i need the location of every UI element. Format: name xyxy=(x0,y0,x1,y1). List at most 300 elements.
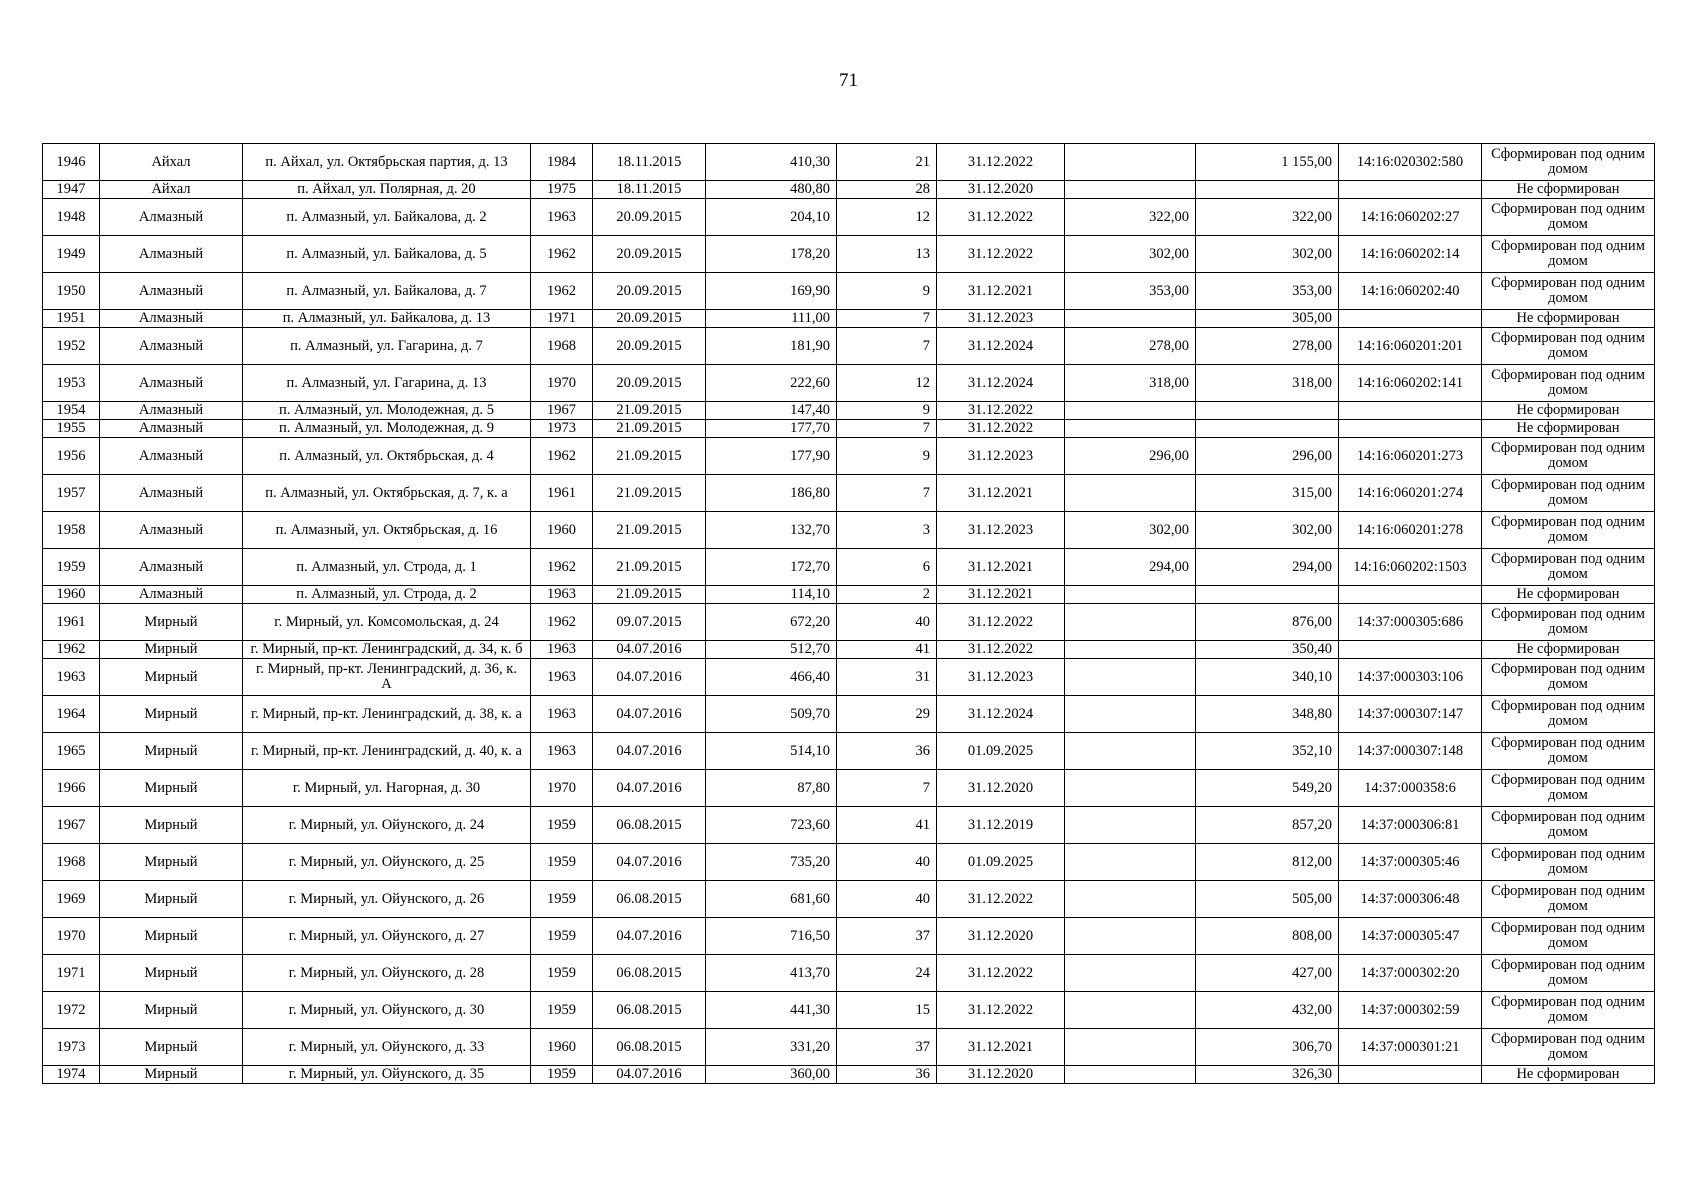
cell-residents: 40 xyxy=(837,881,937,918)
cell-value-2: 278,00 xyxy=(1196,328,1339,365)
cell-value-1 xyxy=(1065,696,1196,733)
cell-value-1 xyxy=(1065,1066,1196,1084)
cell-settlement: Алмазный xyxy=(100,512,243,549)
cell-status: Сформирован под одним домом xyxy=(1482,365,1655,402)
cell-settlement: Алмазный xyxy=(100,199,243,236)
cell-area: 177,70 xyxy=(706,420,837,438)
cell-number: 1952 xyxy=(43,328,100,365)
cell-deadline: 31.12.2020 xyxy=(937,1066,1065,1084)
cell-value-2: 306,70 xyxy=(1196,1029,1339,1066)
cell-deadline: 31.12.2023 xyxy=(937,512,1065,549)
cell-status: Не сформирован xyxy=(1482,310,1655,328)
cell-value-2: 857,20 xyxy=(1196,807,1339,844)
table-row xyxy=(43,807,1655,844)
cell-cadastral-number: 14:16:060202:14 xyxy=(1339,236,1482,273)
cell-deadline: 31.12.2022 xyxy=(937,955,1065,992)
cell-cadastral-number xyxy=(1339,586,1482,604)
cell-settlement: Мирный xyxy=(100,770,243,807)
cell-number: 1968 xyxy=(43,844,100,881)
cell-value-1: 294,00 xyxy=(1065,549,1196,586)
cell-date: 21.09.2015 xyxy=(593,512,706,549)
cell-area: 204,10 xyxy=(706,199,837,236)
cell-cadastral-number xyxy=(1339,420,1482,438)
cell-status: Сформирован под одним домом xyxy=(1482,696,1655,733)
cell-address: п. Алмазный, ул. Байкалова, д. 5 xyxy=(243,236,531,273)
cell-date: 04.07.2016 xyxy=(593,770,706,807)
cell-cadastral-number: 14:16:060202:40 xyxy=(1339,273,1482,310)
cell-number: 1962 xyxy=(43,641,100,659)
cell-area: 480,80 xyxy=(706,181,837,199)
cell-address: п. Алмазный, ул. Молодежная, д. 9 xyxy=(243,420,531,438)
cell-deadline: 31.12.2023 xyxy=(937,438,1065,475)
cell-value-2: 322,00 xyxy=(1196,199,1339,236)
cell-number: 1969 xyxy=(43,881,100,918)
cell-settlement: Алмазный xyxy=(100,365,243,402)
cell-value-2: 352,10 xyxy=(1196,733,1339,770)
cell-year: 1960 xyxy=(531,512,593,549)
cell-value-2: 318,00 xyxy=(1196,365,1339,402)
cell-deadline: 31.12.2020 xyxy=(937,918,1065,955)
cell-value-1 xyxy=(1065,881,1196,918)
table-row xyxy=(43,992,1655,1029)
cell-address: п. Айхал, ул. Полярная, д. 20 xyxy=(243,181,531,199)
cell-area: 441,30 xyxy=(706,992,837,1029)
cell-status: Сформирован под одним домом xyxy=(1482,328,1655,365)
cell-area: 466,40 xyxy=(706,659,837,696)
cell-date: 06.08.2015 xyxy=(593,1029,706,1066)
cell-date: 04.07.2016 xyxy=(593,918,706,955)
cell-area: 410,30 xyxy=(706,144,837,181)
cell-residents: 12 xyxy=(837,199,937,236)
cell-area: 178,20 xyxy=(706,236,837,273)
cell-cadastral-number: 14:37:000303:106 xyxy=(1339,659,1482,696)
cell-address: п. Алмазный, ул. Гагарина, д. 7 xyxy=(243,328,531,365)
cell-address: п. Алмазный, ул. Октябрьская, д. 16 xyxy=(243,512,531,549)
cell-date: 18.11.2015 xyxy=(593,181,706,199)
cell-area: 723,60 xyxy=(706,807,837,844)
cell-date: 21.09.2015 xyxy=(593,549,706,586)
cell-settlement: Мирный xyxy=(100,955,243,992)
cell-year: 1962 xyxy=(531,549,593,586)
cell-value-2 xyxy=(1196,420,1339,438)
cell-value-2: 427,00 xyxy=(1196,955,1339,992)
cell-year: 1962 xyxy=(531,438,593,475)
cell-address: п. Алмазный, ул. Гагарина, д. 13 xyxy=(243,365,531,402)
cell-residents: 9 xyxy=(837,273,937,310)
cell-deadline: 31.12.2024 xyxy=(937,365,1065,402)
cell-area: 413,70 xyxy=(706,955,837,992)
cell-value-2: 549,20 xyxy=(1196,770,1339,807)
cell-cadastral-number: 14:16:060201:278 xyxy=(1339,512,1482,549)
cell-year: 1963 xyxy=(531,733,593,770)
table-row xyxy=(43,420,1655,438)
table-row xyxy=(43,199,1655,236)
cell-number: 1957 xyxy=(43,475,100,512)
cell-value-2: 340,10 xyxy=(1196,659,1339,696)
cell-date: 04.07.2016 xyxy=(593,1066,706,1084)
cell-cadastral-number: 14:37:000305:46 xyxy=(1339,844,1482,881)
cell-number: 1953 xyxy=(43,365,100,402)
cell-year: 1961 xyxy=(531,475,593,512)
cell-year: 1963 xyxy=(531,659,593,696)
cell-settlement: Мирный xyxy=(100,659,243,696)
cell-number: 1958 xyxy=(43,512,100,549)
cell-date: 04.07.2016 xyxy=(593,733,706,770)
cell-value-2: 326,30 xyxy=(1196,1066,1339,1084)
cell-number: 1956 xyxy=(43,438,100,475)
cell-deadline: 31.12.2022 xyxy=(937,992,1065,1029)
cell-deadline: 31.12.2021 xyxy=(937,273,1065,310)
cell-settlement: Мирный xyxy=(100,733,243,770)
cell-value-2: 315,00 xyxy=(1196,475,1339,512)
cell-status: Сформирован под одним домом xyxy=(1482,236,1655,273)
cell-area: 512,70 xyxy=(706,641,837,659)
cell-value-1 xyxy=(1065,144,1196,181)
cell-address: п. Алмазный, ул. Октябрьская, д. 4 xyxy=(243,438,531,475)
cell-cadastral-number: 14:37:000358:6 xyxy=(1339,770,1482,807)
table-row xyxy=(43,1066,1655,1084)
cell-cadastral-number xyxy=(1339,641,1482,659)
cell-number: 1955 xyxy=(43,420,100,438)
cell-address: г. Мирный, ул. Ойунского, д. 24 xyxy=(243,807,531,844)
cell-year: 1963 xyxy=(531,586,593,604)
cell-value-2: 505,00 xyxy=(1196,881,1339,918)
cell-settlement: Алмазный xyxy=(100,420,243,438)
cell-residents: 6 xyxy=(837,549,937,586)
cell-settlement: Мирный xyxy=(100,807,243,844)
cell-value-2: 296,00 xyxy=(1196,438,1339,475)
table-row xyxy=(43,770,1655,807)
cell-area: 331,20 xyxy=(706,1029,837,1066)
cell-year: 1970 xyxy=(531,770,593,807)
cell-deadline: 31.12.2019 xyxy=(937,807,1065,844)
cell-residents: 36 xyxy=(837,733,937,770)
cell-cadastral-number: 14:37:000306:81 xyxy=(1339,807,1482,844)
table-row xyxy=(43,236,1655,273)
cell-value-1 xyxy=(1065,181,1196,199)
cell-date: 21.09.2015 xyxy=(593,420,706,438)
table-row xyxy=(43,310,1655,328)
cell-residents: 7 xyxy=(837,420,937,438)
cell-address: г. Мирный, пр-кт. Ленинградский, д. 34, к. б xyxy=(243,641,531,659)
cell-residents: 36 xyxy=(837,1066,937,1084)
cell-cadastral-number: 14:16:060201:274 xyxy=(1339,475,1482,512)
cell-deadline: 31.12.2024 xyxy=(937,696,1065,733)
cell-deadline: 31.12.2023 xyxy=(937,659,1065,696)
cell-residents: 40 xyxy=(837,604,937,641)
cell-year: 1960 xyxy=(531,1029,593,1066)
cell-residents: 40 xyxy=(837,844,937,881)
table-row xyxy=(43,659,1655,696)
cell-deadline: 31.12.2021 xyxy=(937,549,1065,586)
cell-status: Сформирован под одним домом xyxy=(1482,273,1655,310)
cell-cadastral-number xyxy=(1339,1066,1482,1084)
cell-number: 1970 xyxy=(43,918,100,955)
table-row xyxy=(43,365,1655,402)
cell-status: Сформирован под одним домом xyxy=(1482,1029,1655,1066)
cell-address: г. Мирный, ул. Комсомольская, д. 24 xyxy=(243,604,531,641)
cell-settlement: Алмазный xyxy=(100,273,243,310)
cell-year: 1984 xyxy=(531,144,593,181)
cell-year: 1962 xyxy=(531,604,593,641)
cell-area: 172,70 xyxy=(706,549,837,586)
cell-year: 1959 xyxy=(531,881,593,918)
cell-area: 514,10 xyxy=(706,733,837,770)
cell-deadline: 31.12.2020 xyxy=(937,770,1065,807)
cell-date: 04.07.2016 xyxy=(593,641,706,659)
table-row xyxy=(43,144,1655,181)
cell-date: 06.08.2015 xyxy=(593,881,706,918)
cell-area: 716,50 xyxy=(706,918,837,955)
cell-year: 1963 xyxy=(531,641,593,659)
cell-year: 1967 xyxy=(531,402,593,420)
cell-cadastral-number: 14:37:000305:47 xyxy=(1339,918,1482,955)
cell-residents: 7 xyxy=(837,310,937,328)
cell-value-1 xyxy=(1065,1029,1196,1066)
cell-value-1 xyxy=(1065,659,1196,696)
cell-deadline: 31.12.2021 xyxy=(937,475,1065,512)
cell-status: Сформирован под одним домом xyxy=(1482,807,1655,844)
cell-year: 1962 xyxy=(531,273,593,310)
cell-value-1: 318,00 xyxy=(1065,365,1196,402)
cell-status: Не сформирован xyxy=(1482,586,1655,604)
cell-date: 09.07.2015 xyxy=(593,604,706,641)
cell-status: Сформирован под одним домом xyxy=(1482,881,1655,918)
cell-status: Сформирован под одним домом xyxy=(1482,918,1655,955)
cell-value-1 xyxy=(1065,604,1196,641)
cell-value-1 xyxy=(1065,475,1196,512)
cell-settlement: Алмазный xyxy=(100,475,243,512)
cell-area: 222,60 xyxy=(706,365,837,402)
cell-number: 1960 xyxy=(43,586,100,604)
cell-cadastral-number: 14:16:060202:1503 xyxy=(1339,549,1482,586)
cell-deadline: 01.09.2025 xyxy=(937,733,1065,770)
cell-year: 1968 xyxy=(531,328,593,365)
cell-deadline: 01.09.2025 xyxy=(937,844,1065,881)
cell-address: г. Мирный, ул. Ойунского, д. 27 xyxy=(243,918,531,955)
cell-number: 1959 xyxy=(43,549,100,586)
cell-value-2: 302,00 xyxy=(1196,512,1339,549)
cell-address: г. Мирный, ул. Ойунского, д. 30 xyxy=(243,992,531,1029)
cell-area: 681,60 xyxy=(706,881,837,918)
cell-value-2: 808,00 xyxy=(1196,918,1339,955)
cell-value-1: 296,00 xyxy=(1065,438,1196,475)
cell-status: Сформирован под одним домом xyxy=(1482,659,1655,696)
cell-number: 1966 xyxy=(43,770,100,807)
table-row xyxy=(43,586,1655,604)
cell-value-2: 876,00 xyxy=(1196,604,1339,641)
cell-date: 20.09.2015 xyxy=(593,199,706,236)
cell-status: Сформирован под одним домом xyxy=(1482,475,1655,512)
cell-deadline: 31.12.2022 xyxy=(937,236,1065,273)
cell-cadastral-number xyxy=(1339,181,1482,199)
table-row xyxy=(43,549,1655,586)
cell-date: 20.09.2015 xyxy=(593,310,706,328)
cell-address: г. Мирный, ул. Ойунского, д. 25 xyxy=(243,844,531,881)
cell-area: 87,80 xyxy=(706,770,837,807)
cell-area: 114,10 xyxy=(706,586,837,604)
cell-residents: 24 xyxy=(837,955,937,992)
cell-number: 1954 xyxy=(43,402,100,420)
cell-value-2: 350,40 xyxy=(1196,641,1339,659)
cell-deadline: 31.12.2022 xyxy=(937,604,1065,641)
cell-settlement: Мирный xyxy=(100,1029,243,1066)
cell-value-1 xyxy=(1065,807,1196,844)
cell-cadastral-number: 14:16:060201:201 xyxy=(1339,328,1482,365)
table-row xyxy=(43,512,1655,549)
table-row xyxy=(43,604,1655,641)
cell-value-2: 812,00 xyxy=(1196,844,1339,881)
cell-value-1: 322,00 xyxy=(1065,199,1196,236)
cell-residents: 7 xyxy=(837,770,937,807)
table-row xyxy=(43,641,1655,659)
cell-date: 04.07.2016 xyxy=(593,659,706,696)
cell-residents: 29 xyxy=(837,696,937,733)
cell-status: Не сформирован xyxy=(1482,181,1655,199)
cell-residents: 12 xyxy=(837,365,937,402)
cell-address: г. Мирный, ул. Ойунского, д. 35 xyxy=(243,1066,531,1084)
cell-address: г. Мирный, пр-кт. Ленинградский, д. 40, к. а xyxy=(243,733,531,770)
cell-settlement: Мирный xyxy=(100,1066,243,1084)
cell-value-2: 432,00 xyxy=(1196,992,1339,1029)
cell-year: 1975 xyxy=(531,181,593,199)
cell-settlement: Алмазный xyxy=(100,402,243,420)
cell-cadastral-number: 14:37:000302:20 xyxy=(1339,955,1482,992)
cell-value-1: 302,00 xyxy=(1065,512,1196,549)
cell-settlement: Мирный xyxy=(100,844,243,881)
cell-cadastral-number xyxy=(1339,402,1482,420)
page-number: 71 xyxy=(839,70,858,91)
cell-year: 1959 xyxy=(531,992,593,1029)
cell-settlement: Алмазный xyxy=(100,549,243,586)
cell-settlement: Мирный xyxy=(100,641,243,659)
cell-cadastral-number xyxy=(1339,310,1482,328)
cell-settlement: Мирный xyxy=(100,881,243,918)
cell-year: 1973 xyxy=(531,420,593,438)
cell-area: 186,80 xyxy=(706,475,837,512)
table-row xyxy=(43,181,1655,199)
cell-status: Сформирован под одним домом xyxy=(1482,512,1655,549)
cell-settlement: Алмазный xyxy=(100,310,243,328)
cell-value-2 xyxy=(1196,586,1339,604)
cell-value-1 xyxy=(1065,310,1196,328)
cell-number: 1973 xyxy=(43,1029,100,1066)
cell-settlement: Мирный xyxy=(100,992,243,1029)
cell-value-1: 278,00 xyxy=(1065,328,1196,365)
cell-status: Сформирован под одним домом xyxy=(1482,733,1655,770)
cell-deadline: 31.12.2021 xyxy=(937,1029,1065,1066)
cell-value-2 xyxy=(1196,181,1339,199)
cell-address: г. Мирный, ул. Ойунского, д. 33 xyxy=(243,1029,531,1066)
cell-number: 1971 xyxy=(43,955,100,992)
cell-status: Сформирован под одним домом xyxy=(1482,199,1655,236)
cell-area: 672,20 xyxy=(706,604,837,641)
cell-value-2: 305,00 xyxy=(1196,310,1339,328)
cell-address: г. Мирный, пр-кт. Ленинградский, д. 38, к. а xyxy=(243,696,531,733)
cell-residents: 7 xyxy=(837,328,937,365)
cell-deadline: 31.12.2023 xyxy=(937,310,1065,328)
cell-cadastral-number: 14:37:000301:21 xyxy=(1339,1029,1482,1066)
cell-value-1: 353,00 xyxy=(1065,273,1196,310)
cell-value-1: 302,00 xyxy=(1065,236,1196,273)
cell-date: 21.09.2015 xyxy=(593,438,706,475)
cell-area: 360,00 xyxy=(706,1066,837,1084)
table-row xyxy=(43,438,1655,475)
cell-value-1 xyxy=(1065,733,1196,770)
cell-number: 1951 xyxy=(43,310,100,328)
cell-residents: 28 xyxy=(837,181,937,199)
cell-settlement: Айхал xyxy=(100,144,243,181)
cell-value-1 xyxy=(1065,420,1196,438)
table-row xyxy=(43,881,1655,918)
cell-area: 735,20 xyxy=(706,844,837,881)
cell-residents: 15 xyxy=(837,992,937,1029)
cell-date: 06.08.2015 xyxy=(593,992,706,1029)
cell-date: 20.09.2015 xyxy=(593,273,706,310)
cell-date: 04.07.2016 xyxy=(593,696,706,733)
cell-date: 18.11.2015 xyxy=(593,144,706,181)
cell-date: 21.09.2015 xyxy=(593,475,706,512)
cell-settlement: Алмазный xyxy=(100,328,243,365)
table-row xyxy=(43,955,1655,992)
table-row xyxy=(43,733,1655,770)
cell-cadastral-number: 14:37:000302:59 xyxy=(1339,992,1482,1029)
cell-year: 1959 xyxy=(531,844,593,881)
table-row xyxy=(43,844,1655,881)
cell-settlement: Алмазный xyxy=(100,586,243,604)
cell-date: 21.09.2015 xyxy=(593,586,706,604)
cell-status: Сформирован под одним домом xyxy=(1482,770,1655,807)
cell-deadline: 31.12.2022 xyxy=(937,881,1065,918)
cell-value-2: 353,00 xyxy=(1196,273,1339,310)
cell-date: 20.09.2015 xyxy=(593,365,706,402)
cell-residents: 37 xyxy=(837,1029,937,1066)
cell-number: 1967 xyxy=(43,807,100,844)
table-row xyxy=(43,273,1655,310)
cell-value-1 xyxy=(1065,992,1196,1029)
cell-status: Не сформирован xyxy=(1482,420,1655,438)
cell-area: 132,70 xyxy=(706,512,837,549)
table-row xyxy=(43,1029,1655,1066)
cell-year: 1959 xyxy=(531,807,593,844)
cell-date: 06.08.2015 xyxy=(593,955,706,992)
cell-residents: 3 xyxy=(837,512,937,549)
cell-address: г. Мирный, ул. Нагорная, д. 30 xyxy=(243,770,531,807)
cell-date: 21.09.2015 xyxy=(593,402,706,420)
cell-number: 1949 xyxy=(43,236,100,273)
cell-number: 1946 xyxy=(43,144,100,181)
cell-cadastral-number: 14:37:000306:48 xyxy=(1339,881,1482,918)
cell-deadline: 31.12.2024 xyxy=(937,328,1065,365)
cell-status: Сформирован под одним домом xyxy=(1482,144,1655,181)
cell-settlement: Мирный xyxy=(100,918,243,955)
cell-status: Не сформирован xyxy=(1482,402,1655,420)
cell-residents: 9 xyxy=(837,402,937,420)
cell-deadline: 31.12.2022 xyxy=(937,144,1065,181)
cell-settlement: Алмазный xyxy=(100,438,243,475)
cell-residents: 31 xyxy=(837,659,937,696)
cell-year: 1959 xyxy=(531,918,593,955)
cell-status: Сформирован под одним домом xyxy=(1482,992,1655,1029)
cell-address: г. Мирный, ул. Ойунского, д. 28 xyxy=(243,955,531,992)
cell-address: г. Мирный, ул. Ойунского, д. 26 xyxy=(243,881,531,918)
cell-value-1 xyxy=(1065,844,1196,881)
cell-residents: 37 xyxy=(837,918,937,955)
cell-number: 1964 xyxy=(43,696,100,733)
cell-status: Сформирован под одним домом xyxy=(1482,844,1655,881)
cell-number: 1950 xyxy=(43,273,100,310)
cell-address: п. Алмазный, ул. Байкалова, д. 13 xyxy=(243,310,531,328)
